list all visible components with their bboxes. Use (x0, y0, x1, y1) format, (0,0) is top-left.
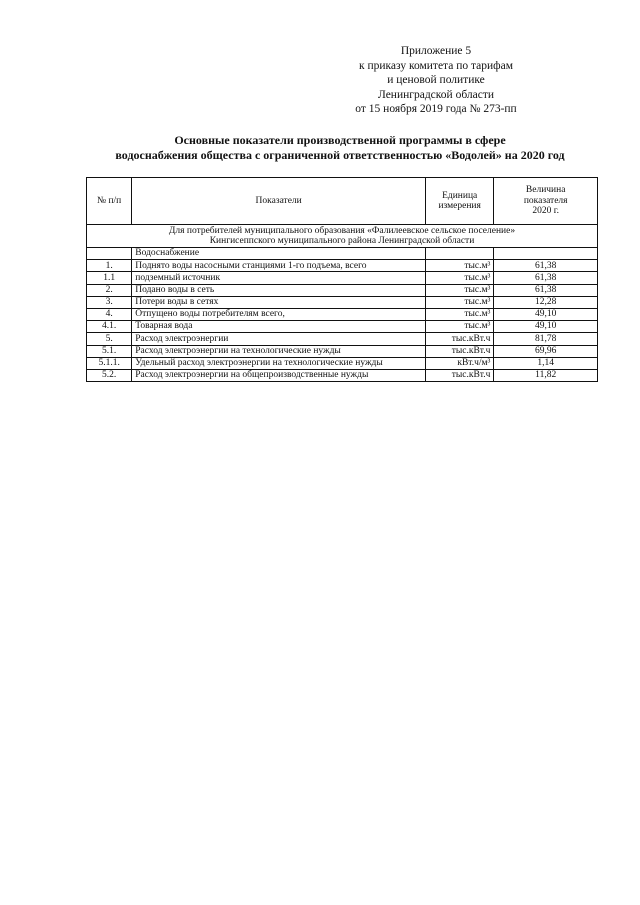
title-line: Основные показатели производственной программы в сфере (174, 133, 506, 147)
appendix-line: к приказу комитета по тарифам (359, 59, 513, 72)
row-unit: тыс.кВт.ч (425, 345, 493, 357)
title-line: водоснабжения общества с ограниченной ответственностью «Водолей» на 2020 год (115, 148, 565, 162)
row-num: 4.1. (87, 321, 132, 333)
table-row (87, 345, 598, 357)
group-row (87, 225, 598, 248)
section-unit-cell (425, 248, 493, 260)
table-row (87, 272, 598, 284)
group-cell (87, 225, 598, 248)
table-header-row (87, 178, 598, 225)
table-row (87, 357, 598, 369)
row-indicator: Товарная вода (132, 321, 426, 333)
appendix-reference (286, 44, 586, 117)
header-value (494, 178, 598, 225)
table-row (87, 369, 598, 381)
row-num: 5.1. (87, 345, 132, 357)
row-unit: кВт.ч/м³ (425, 357, 493, 369)
table-row (87, 260, 598, 272)
row-indicator: подземный источник (132, 272, 426, 284)
row-unit: тыс.кВт.ч (425, 369, 493, 381)
table-row (87, 296, 598, 308)
section-value-cell (494, 248, 598, 260)
header-value-line: 2020 г. (532, 206, 559, 217)
row-value: 61,38 (494, 284, 598, 296)
row-unit: тыс.м³ (425, 260, 493, 272)
appendix-line: и ценовой политике (387, 74, 485, 86)
header-unit (425, 178, 493, 225)
row-num: 1.1 (87, 272, 132, 284)
row-num: 1. (87, 260, 132, 272)
row-value: 11,82 (494, 369, 598, 381)
row-indicator: Удельный расход электроэнергии на технологические нужды (132, 357, 426, 369)
document-title (40, 133, 640, 163)
row-indicator: Подано воды в сеть (132, 284, 426, 296)
row-unit: тыс.м³ (425, 296, 493, 308)
header-num: № п/п (87, 178, 132, 225)
appendix-line: от 15 ноября 2019 года № 273-пп (355, 103, 517, 115)
row-num: 3. (87, 296, 132, 308)
row-indicator: Расход электроэнергии на технологические нужды (132, 345, 426, 357)
row-unit: тыс.м³ (425, 308, 493, 320)
row-indicator: Поднято воды насосными станциями 1-го подъема, всего (132, 260, 426, 272)
header-indicator: Показатели (132, 178, 426, 225)
row-unit: тыс.м³ (425, 284, 493, 296)
appendix-line: Ленинградской области (377, 88, 495, 101)
row-num: 2. (87, 284, 132, 296)
row-num: 4. (87, 308, 132, 320)
indicators-table (86, 177, 598, 382)
row-unit: тыс.кВт.ч (425, 333, 493, 345)
row-unit: тыс.м³ (425, 321, 493, 333)
row-value: 1,14 (494, 357, 598, 369)
row-value: 12,28 (494, 296, 598, 308)
row-num: 5.2. (87, 369, 132, 381)
row-value: 61,38 (494, 260, 598, 272)
row-value: 81,78 (494, 333, 598, 345)
table-row (87, 308, 598, 320)
row-unit: тыс.м³ (425, 272, 493, 284)
appendix-line: Приложение 5 (400, 45, 472, 57)
row-num: 5.1.1. (87, 357, 132, 369)
row-indicator: Отпущено воды потребителям всего, (132, 308, 426, 320)
section-row (87, 248, 598, 260)
group-line: Для потребителей муниципального образования «Фалилеевское сельское поселение» (168, 226, 516, 236)
row-value: 49,10 (494, 308, 598, 320)
table-row (87, 284, 598, 296)
header-unit-line: измерения (438, 201, 481, 211)
row-indicator: Расход электроэнергии (132, 333, 426, 345)
row-value: 49,10 (494, 321, 598, 333)
section-label: Водоснабжение (132, 248, 426, 260)
row-value: 61,38 (494, 272, 598, 284)
group-line: Кингисеппского муниципального района Ленинградской области (209, 236, 475, 246)
row-num: 5. (87, 333, 132, 345)
row-indicator: Потери воды в сетях (132, 296, 426, 308)
header-value-line: показателя (523, 195, 568, 206)
section-num-cell (87, 248, 132, 260)
header-value-line: Величина (525, 185, 566, 196)
table-row (87, 333, 598, 345)
header-unit-line: Единица (442, 190, 478, 201)
row-indicator: Расход электроэнергии на общепроизводственные нужды (132, 369, 426, 381)
table-row (87, 321, 598, 333)
row-value: 69,96 (494, 345, 598, 357)
